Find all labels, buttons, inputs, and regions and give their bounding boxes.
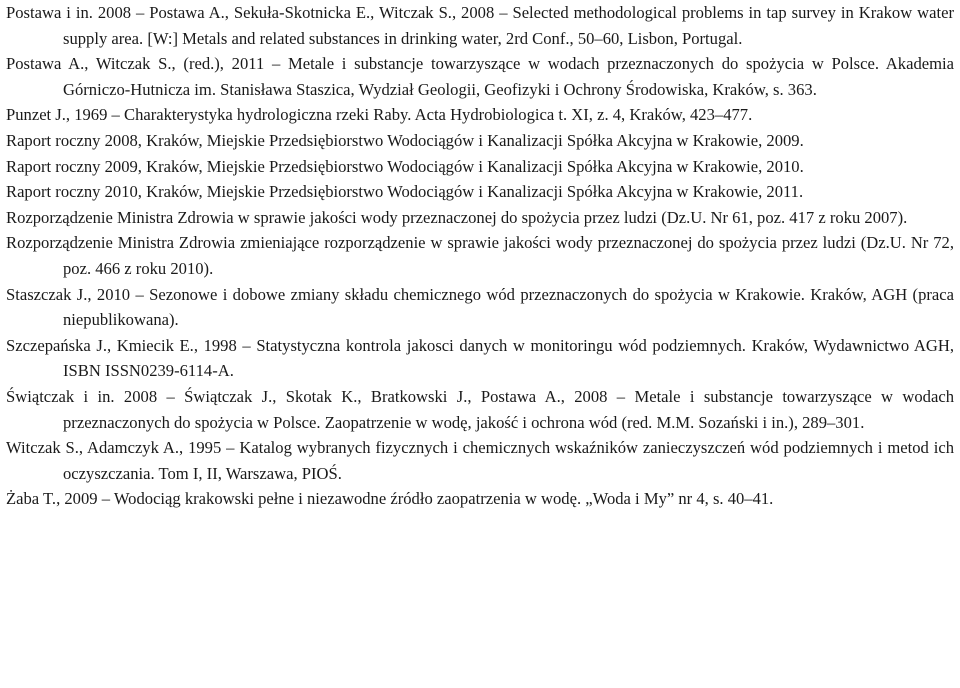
reference-entry: Punzet J., 1969 – Charakterystyka hydrologiczna rzeki Raby. Acta Hydrobiologica t. XI, z. 4, Kraków, 423–477. [6, 105, 753, 125]
reference-entry: Raport roczny 2009, Kraków, Miejskie Przedsiębiorstwo Wodociągów i Kanalizacji Spółka Akcyjna w Krakowie, 2010. [6, 156, 804, 176]
reference-list [6, 0, 954, 512]
reference-entry: Rozporządzenie Ministra Zdrowia w sprawie jakości wody przeznaczonej do spożycia przez ludzi (Dz.U. Nr 61, poz. 417 z roku 2007). [6, 207, 908, 227]
reference-entry: Rozporządzenie Ministra Zdrowia zmieniające rozporządzenie w sprawie jakości wody przeznaczonej do spożycia przez ludzi (Dz.U. Nr 72, poz. 466 z roku 2010). [6, 233, 954, 278]
reference-entry: Postawa A., Witczak S., (red.), 2011 – Metale i substancje towarzyszące w wodach przeznaczonych do spożycia w Polsce. Akademia Górniczo-Hutnicza im. Stanisława Staszica, Wydział Geologii, Geofizyki i Ochrony Środowiska, Kraków, s. 363. [6, 54, 954, 99]
reference-entry: Szczepańska J., Kmiecik E., 1998 – Statystyczna kontrola jakosci danych w monitoringu wód podziemnych. Kraków, Wydawnictwo AGH, ISBN ISSN0239-6114-A. [6, 335, 954, 381]
reference-entry: Postawa i in. 2008 – Postawa A., Sekuła-Skotnicka E., Witczak S., 2008 – Selected methodological problems in tap survey in Krakow water supply area. [W:] Metals and related substances in drinking water, 2rd Conf., 50–60, Lisbon, Portugal. [6, 3, 954, 48]
reference-entry: Żaba T., 2009 – Wodociąg krakowski pełne i niezawodne źródło zaopatrzenia w wodę. „Woda i My” nr 4, s. 40–41. [6, 489, 774, 509]
reference-entry: Świątczak i in. 2008 – Świątczak J., Skotak K., Bratkowski J., Postawa A., 2008 – Metale i substancje towarzyszące w wodach przeznaczonych do spożycia w Polsce. Zaopatrzenie w wodę, jakość i ochrona wód (red. M.M. Sozański i in.), 289–301. [6, 386, 954, 432]
reference-entry: Staszczak J., 2010 – Sezonowe i dobowe zmiany składu chemicznego wód przeznaczonych do spożycia w Krakowie. Kraków, AGH (praca niepublikowana). [6, 284, 954, 330]
reference-entry: Raport roczny 2008, Kraków, Miejskie Przedsiębiorstwo Wodociągów i Kanalizacji Spółka Akcyjna w Krakowie, 2009. [6, 130, 804, 150]
reference-entry: Witczak S., Adamczyk A., 1995 – Katalog wybranych fizycznych i chemicznych wskaźników zanieczyszczeń wód podziemnych i metod ich oczyszczania. Tom I, II, Warszawa, PIOŚ. [6, 438, 954, 483]
reference-entry: Raport roczny 2010, Kraków, Miejskie Przedsiębiorstwo Wodociągów i Kanalizacji Spółka Akcyjna w Krakowie, 2011. [6, 182, 804, 202]
